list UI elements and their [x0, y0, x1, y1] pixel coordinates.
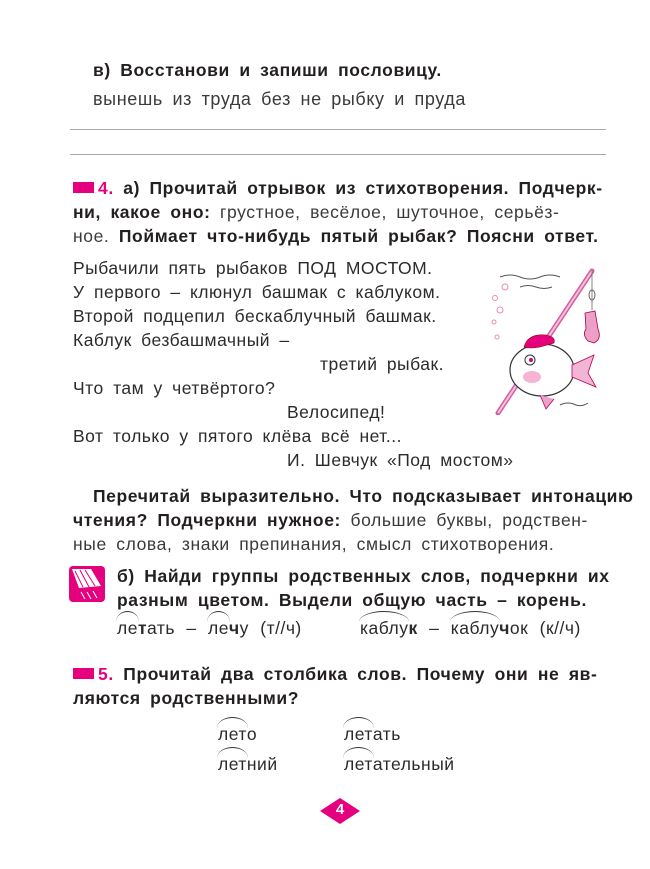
answer-line-1[interactable]: [70, 129, 606, 130]
alternating-letter: к: [408, 618, 418, 638]
poem-line: Рыбачили пять рыбаков ПОД МОСТОМ.: [73, 258, 433, 278]
root-mark: лет: [344, 724, 373, 744]
reread-question: чтения? Подчеркни нужное:: [73, 510, 341, 530]
answer-line-2[interactable]: [70, 154, 606, 155]
task-4-question: ни, какое оно:: [73, 202, 211, 222]
reread-options: большие буквы, родствен-: [350, 510, 588, 530]
poem-line: Вот только у пятого клёва всё нет...: [73, 426, 402, 446]
task-v-heading: в) Восстанови и запиши пословицу.: [93, 60, 442, 80]
word-rest: ний: [246, 754, 278, 774]
alternating-letter: ч: [228, 618, 240, 638]
mood-options: грустное, весёлое, шуточное, серьёз-: [220, 202, 560, 222]
fish-fisherman-illustration: [480, 265, 615, 415]
task-4-number: 4.: [98, 178, 114, 198]
reread-line3: ные слова, знаки препинания, смысл стихотворения.: [73, 534, 555, 554]
dash: –: [186, 618, 197, 638]
task-b-line2: разным цветом. Выдели общую часть – корень.: [117, 590, 587, 610]
task-4-line1: [73, 176, 603, 200]
reread-line1: Перечитай выразительно. Что подсказывает интонацию: [93, 486, 634, 506]
alternating-letter: т: [137, 618, 148, 638]
alternating-letter: ч: [499, 618, 510, 638]
root-mark: ле: [117, 618, 138, 638]
poem-line: Велосипед!: [287, 402, 386, 422]
word-rest: ательный: [372, 754, 455, 774]
word-rest: ать: [147, 618, 176, 638]
root-examples-2: [360, 616, 581, 640]
root-mark: лет: [218, 724, 247, 744]
poem-line: Что там у четвёртого?: [73, 378, 276, 398]
proverb-words: вынешь из труда без не рыбку и пруда: [93, 89, 466, 109]
task-4-question-2: Поймает что-нибудь пятый рыбак? Поясни ответ.: [118, 226, 599, 246]
dash: –: [429, 618, 440, 638]
root-examples: [117, 616, 302, 640]
task-b-line1: б) Найди группы родственных слов, подчеркни их: [117, 566, 610, 586]
reread-line2: [73, 508, 588, 532]
task-5-instruction: Прочитай два столбика слов. Почему они не яв-: [123, 664, 598, 684]
mood-option-end: ное.: [73, 226, 110, 246]
poem-line: Каблук безбашмачный –: [73, 330, 290, 350]
task-5-number: 5.: [98, 664, 114, 684]
root-mark: каблу: [360, 618, 409, 638]
word-rest: ать: [372, 724, 401, 744]
col1-word: [218, 722, 257, 746]
page-number: 4: [335, 801, 345, 818]
word-rest: у: [239, 618, 249, 638]
pencils-icon: [69, 566, 105, 602]
word-rest: ок: [509, 618, 529, 638]
root-mark: каблу: [450, 618, 500, 638]
task-5-line2: ляются родственными?: [73, 688, 300, 708]
task-5-line1: [73, 662, 597, 686]
word-rest: о: [246, 724, 258, 744]
task-marker: [73, 668, 94, 679]
alternation-note: (к//ч): [539, 618, 581, 638]
col2-word: [344, 722, 401, 746]
root-mark: ле: [208, 618, 229, 638]
task-4-line3: [73, 224, 599, 248]
poem-line: У первого – клюнул башмак с каблуком.: [73, 282, 441, 302]
example-word: [360, 618, 418, 638]
task-4-instruction: а) Прочитай отрывок из стихотворения. Подчерк-: [123, 178, 603, 198]
root-mark: лет: [344, 754, 373, 774]
col1-word: [218, 752, 278, 776]
poem-line: третий рыбак.: [320, 354, 445, 374]
example-word: [117, 618, 175, 638]
task-4-line2: [73, 200, 559, 224]
root-mark: лет: [218, 754, 247, 774]
poem-line: Второй подцепил бескаблучный башмак.: [73, 306, 437, 326]
col2-word: [344, 752, 455, 776]
example-word: [451, 618, 529, 638]
task-marker: [73, 182, 94, 193]
poem-author: И. Шевчук «Под мостом»: [287, 450, 514, 470]
alternation-note: (т//ч): [260, 618, 302, 638]
example-word: [208, 618, 249, 638]
